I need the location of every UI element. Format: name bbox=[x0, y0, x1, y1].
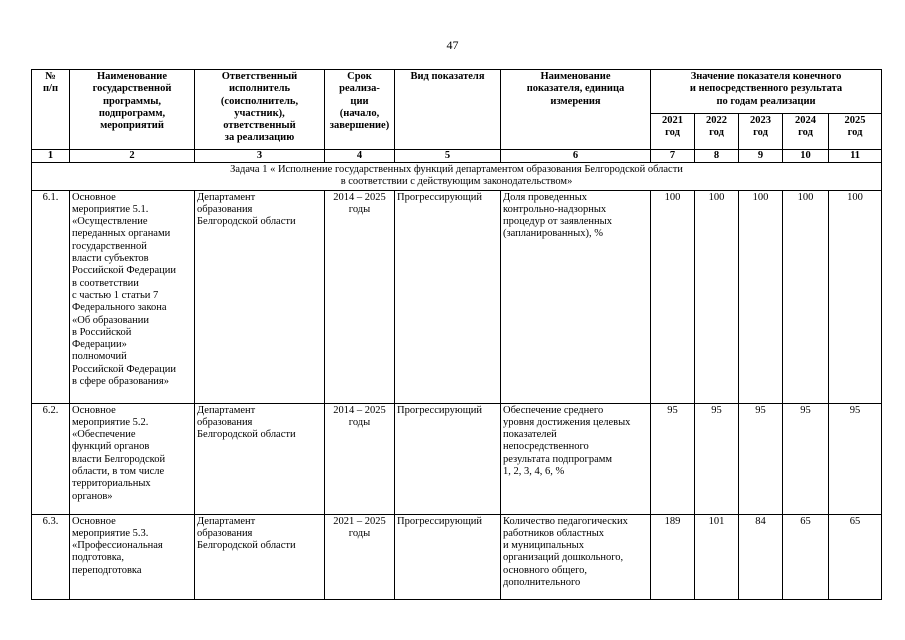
header-num: № п/п bbox=[32, 70, 70, 150]
row-value-2025: 65 bbox=[829, 514, 882, 599]
header-program: Наименование государственной программы, подпрограмм, мероприятий bbox=[70, 70, 195, 150]
column-number: 9 bbox=[739, 150, 783, 163]
column-number: 5 bbox=[395, 150, 501, 163]
row-type: Прогрессирующий bbox=[395, 514, 501, 599]
row-executor: Департамент образования Белгородской области bbox=[195, 514, 325, 599]
header-year-2024: 2024 год bbox=[783, 114, 829, 150]
row-indicator: Доля проведенных контрольно-надзорных процедур от заявленных (запланированных), % bbox=[501, 190, 651, 403]
row-value-2024: 100 bbox=[783, 190, 829, 403]
row-indicator: Количество педагогических работников областных и муниципальных организаций дошкольного, основного общего, дополнительного bbox=[501, 514, 651, 599]
task-title: Задача 1 « Исполнение государственных функций департаментом образования Белгородской области в соответствии с действующим законодательством» bbox=[32, 163, 882, 191]
row-period: 2014 – 2025 годы bbox=[325, 190, 395, 403]
column-number: 3 bbox=[195, 150, 325, 163]
row-type: Прогрессирующий bbox=[395, 190, 501, 403]
row-value-2023: 100 bbox=[739, 190, 783, 403]
page-number: 47 bbox=[446, 38, 459, 52]
header-year-2022: 2022 год bbox=[695, 114, 739, 150]
row-num: 6.1. bbox=[32, 190, 70, 403]
row-value-2024: 95 bbox=[783, 403, 829, 514]
row-value-2023: 84 bbox=[739, 514, 783, 599]
header-indicator-type: Вид показателя bbox=[395, 70, 501, 150]
row-value-2021: 189 bbox=[651, 514, 695, 599]
header-year-2021: 2021 год bbox=[651, 114, 695, 150]
row-num: 6.2. bbox=[32, 403, 70, 514]
header-year-2025: 2025 год bbox=[829, 114, 882, 150]
column-number: 7 bbox=[651, 150, 695, 163]
header-year-2023: 2023 год bbox=[739, 114, 783, 150]
row-value-2022: 100 bbox=[695, 190, 739, 403]
row-value-2023: 95 bbox=[739, 403, 783, 514]
row-period: 2014 – 2025 годы bbox=[325, 403, 395, 514]
header-period: Срок реализа- ции (начало, завершение) bbox=[325, 70, 395, 150]
row-program: Основное мероприятие 5.2. «Обеспечение функций органов власти Белгородской области, в том числе территориальных органов» bbox=[70, 403, 195, 514]
table-row bbox=[32, 190, 882, 403]
row-value-2022: 101 bbox=[695, 514, 739, 599]
header-values-title: Значение показателя конечного и непосредственного результата по годам реализации bbox=[651, 70, 882, 114]
row-value-2025: 95 bbox=[829, 403, 882, 514]
table-row bbox=[32, 514, 882, 599]
header-executor: Ответственный исполнитель (соисполнитель, участник), ответственный за реализацию bbox=[195, 70, 325, 150]
header-indicator-name: Наименование показателя, единица измерения bbox=[501, 70, 651, 150]
row-program: Основное мероприятие 5.3. «Профессиональная подготовка, переподготовка bbox=[70, 514, 195, 599]
row-value-2022: 95 bbox=[695, 403, 739, 514]
column-number: 6 bbox=[501, 150, 651, 163]
column-number: 4 bbox=[325, 150, 395, 163]
row-period: 2021 – 2025 годы bbox=[325, 514, 395, 599]
column-number: 8 bbox=[695, 150, 739, 163]
column-number: 1 bbox=[32, 150, 70, 163]
row-program: Основное мероприятие 5.1. «Осуществление переданных органами государственной власти субъектов Российской Федерации в соответствии с частью 1 статьи 7 Федерального закона «Об образовании в Российской Федерации» полномочий Российской Федерации в сфере образования» bbox=[70, 190, 195, 403]
row-indicator: Обеспечение среднего уровня достижения целевых показателей непосредственного результата подпрограмм 1, 2, 3, 4, 6, % bbox=[501, 403, 651, 514]
table-row bbox=[32, 403, 882, 514]
row-num: 6.3. bbox=[32, 514, 70, 599]
row-value-2025: 100 bbox=[829, 190, 882, 403]
row-executor: Департамент образования Белгородской области bbox=[195, 190, 325, 403]
column-number: 11 bbox=[829, 150, 882, 163]
row-value-2021: 100 bbox=[651, 190, 695, 403]
column-number-row bbox=[32, 150, 882, 163]
column-number: 2 bbox=[70, 150, 195, 163]
row-type: Прогрессирующий bbox=[395, 403, 501, 514]
row-value-2021: 95 bbox=[651, 403, 695, 514]
row-value-2024: 65 bbox=[783, 514, 829, 599]
row-executor: Департамент образования Белгородской области bbox=[195, 403, 325, 514]
indicators-table bbox=[31, 69, 882, 600]
column-number: 10 bbox=[783, 150, 829, 163]
